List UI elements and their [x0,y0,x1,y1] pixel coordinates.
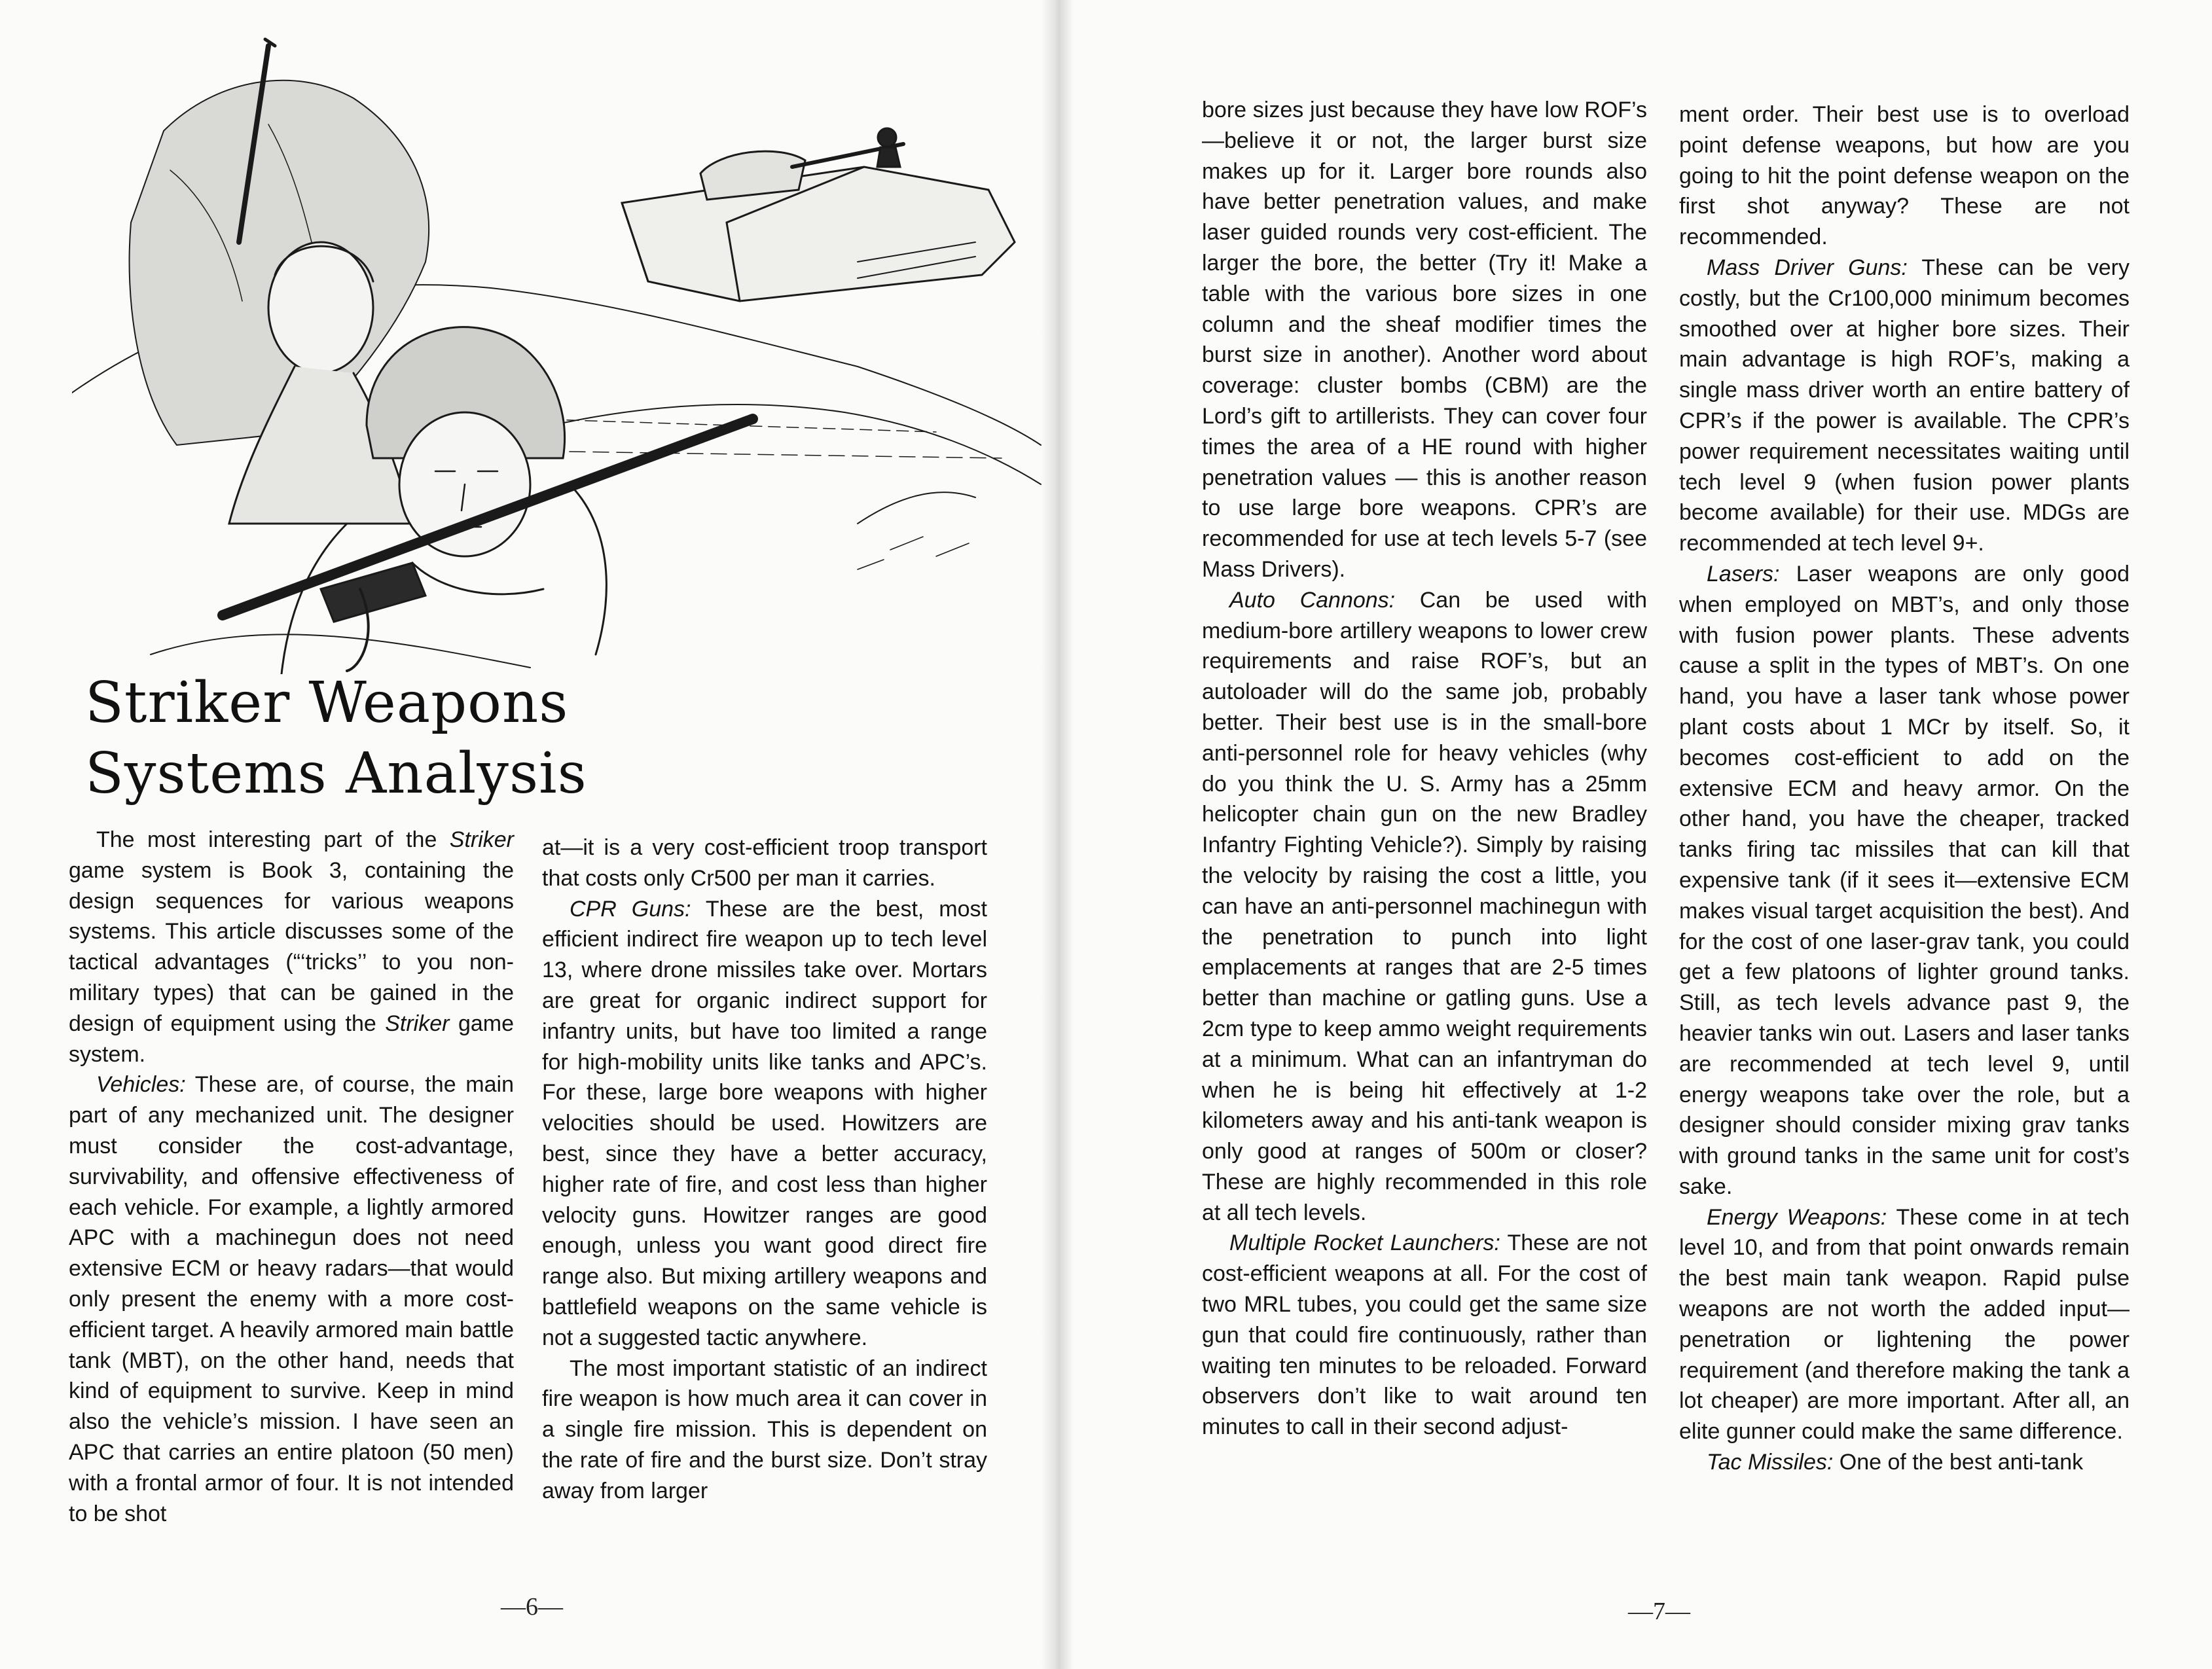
run-in-heading: Tac Missiles: [1707,1450,1834,1475]
article-title [85,668,587,809]
paragraph: Energy Weapons: These come in at tech level 10, and from that point onwards remain the best main tank weapon. Rapid pulse weapons are not worth the added input—penetration or lightening the power requirement (and therefore making the tank a lot cheaper) are more important. After all, an elite gunner could make the same difference. [1679,1204,2130,1445]
run-in-heading: Vehicles: [96,1072,186,1098]
paragraph: ment order. Their best use is to overload point defense weapons, but how are you going to hit the point defense weapon on the first shot anyway? These are not recommended. [1679,102,2130,250]
paragraph: Lasers: Laser weapons are only good when employed on MBT’s, and only those with fusion power plants. These advents cause a split in the types of MBT’s. On one hand, you have a laser tank whose power plant costs about 1 MCr by itself. So, it becomes cost-efficient to add on the extensive ECM and heavy armor. On the other hand, you have the cheaper, tracked tanks firing tac missiles that can kill that expensive tank (if it sees it—extensive ECM makes visual target acquisition the best). And for the cost of one laser-grav tank, you could get a few platoons of lighter ground tanks. Still, as tech levels advance past 9, the heavier tanks win out. Lasers and laser tanks are recommended at tech level 9, until energy weapons take over the role, but a designer should consider mixing grav tanks with ground tanks in the same unit for cost’s sake. [1679,561,2130,1199]
title-line-2: Systems Analysis [85,741,587,806]
paragraph: Auto Cannons: Can be used with medium-bore artillery weapons to lower crew requirements and raise ROF’s, but an autoloader will do the same job, probably better. Their best use is in the small-bore anti-personnel role for heavy vehicles (why do you think the U. S. Army has a 25mm helicopter chain gun on the new Bradley Infantry Fighting Vehicle?). Simply by raising the velocity by raising the cost a little, you can have an anti-personnel machinegun with the penetration to punch into light emplacements at ranges that are 2-5 times better than machine or gatling guns. Use a 2cm type to keep ammo weight requirements at a minimum. What can an infantryman do when he is being hit effectively at 1-2 kilometers away and his anti-tank weapon is only good at ranges of 500m or closer? These are highly recommended in this role at all tech levels. [1202,587,1648,1225]
run-in-heading: Multiple Rocket Launchers: [1229,1230,1500,1256]
paragraph: CPR Guns: These are the best, most efficient indirect fire weapon up to tech level 13, where drone missiles take over. Mortars are great for organic indirect support for infantry units, but have too limited a range for high-mobility units like tanks and APC’s. For these, large bore weapons with higher velocities should be used. Howitzers are best, since they have a better accuracy, higher rate of fire, and cost less than higher velocity guns. Howitzer ranges are good enough, unless you want good direct fire range also. But mixing artillery weapons and battlefield weapons on the same vehicle is not a suggested tactic anywhere. [542,896,987,1350]
paragraph: at—it is a very cost-efficient troop transport that costs only Cr500 per man it carries. [542,835,987,891]
text-column-4 [1679,99,2130,1478]
run-in-heading: Mass Driver Guns: [1707,255,1908,280]
soldiers-and-grav-tank-illustration-icon [72,26,1054,674]
paragraph: Mass Driver Guns: These can be very costly, but the Cr100,000 minimum becomes smoothed over at higher bore sizes. Their main advantage is high ROF’s, making a single mass driver worth an entire battery of CPR’s if the power is available. The CPR’s power requirement necessitates waiting until tech level 9 (when fusion power plants become available) for their use. MDGs are recommended at tech level 9+. [1679,255,2130,556]
run-in-heading: Lasers: [1707,561,1780,586]
paragraph: The most important statistic of an indirect fire weapon is how much area it can cover in a single fire mission. This is dependent on the rate of fire and the burst size. Don’t stray away from larger [542,1355,987,1503]
paragraph: bore sizes just because they have low ROF’s—believe it or not, the larger burst size makes up for it. Larger bore rounds also have better penetration values, and make laser guided rounds very cost-efficient. The larger the bore, the better (Try it! Make a table with the various bore sizes in one column and the sheaf modifier times the burst size in another). Another word about coverage: cluster bombs (CBM) are the Lord’s gift to artillerists. They can cover four times the area of a HE round with higher penetration values — this is another reason to use large bore weapons. CPR’s are recommended for use at tech levels 5-7 (see Mass Drivers). [1202,98,1647,582]
text-column-2 [542,833,987,1507]
run-in-heading: CPR Guns: [570,896,691,922]
page-number-left: —6— [501,1593,563,1621]
page-number-right: —7— [1628,1598,1690,1625]
run-in-heading: Auto Cannons: [1229,587,1396,613]
paragraph: Vehicles: These are, of course, the main part of any mechanized unit. The designer must consider the cost-advantage, survivability, and offensive effectiveness of each vehicle. For example, a lightly armored APC with a machinegun does not need extensive ECM or heavy radars—that would only present the enemy with a more cost-efficient target. A heavily armored main battle tank (MBT), on the other hand, needs that kind of equipment to survive. Keep in mind also the vehicle’s mission. I have seen an APC that carries an entire platoon (50 men) with a frontal armor of four. It is not intended to be shot [69,1072,514,1526]
paragraph: Tac Missiles: One of the best anti-tank [1707,1450,2084,1475]
text-column-3 [1202,95,1647,1443]
text-column-1 [69,825,514,1529]
paragraph: The most interesting part of the Striker game system is Book 3, containing the design sequences for various weapons systems. This article discusses some of the tactical advantages (“‘tricks’’ to you non-military types) that can be gained in the design of equipment using the Striker game system. [69,827,514,1067]
paragraph: Multiple Rocket Launchers: These are not cost-efficient weapons at all. For the cost of two MRL tubes, you could get the same size gun that could fire continuously, rather than waiting ten minutes to be reloaded. Forward observers don’t like to wait around ten minutes to call in their second adjust- [1202,1230,1647,1440]
run-in-heading: Energy Weapons: [1707,1204,1887,1230]
title-line-1: Striker Weapons [85,670,569,736]
